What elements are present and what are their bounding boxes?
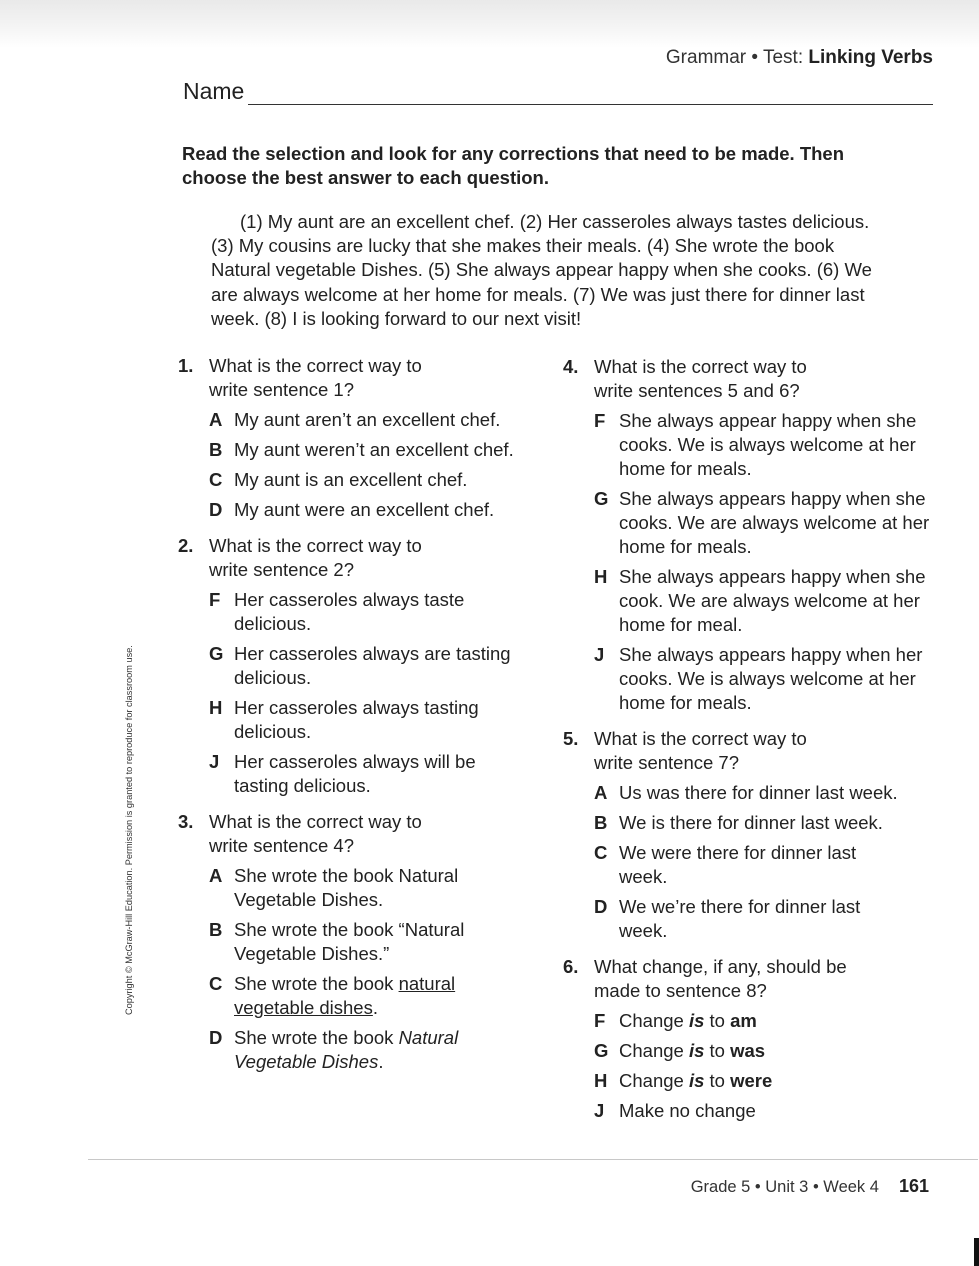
question-4 [563,355,938,403]
option-letter: F [594,410,606,431]
option-text-prefix: She wrote the book [234,973,399,994]
answer-option[interactable] [209,1026,558,1074]
option-text: My aunt aren’t an excellent chef. [234,409,501,430]
verb-target: am [730,1010,757,1031]
footer-divider [88,1159,978,1160]
verb-is: is [688,1070,705,1091]
option-text-mid: to [704,1040,731,1061]
option-letter: J [594,644,605,665]
option-text: We were there for dinner last week. [619,842,857,887]
question-1 [178,354,558,402]
answer-option[interactable] [594,1039,938,1063]
option-text-suffix: . [372,997,378,1018]
question-number: 4. [563,356,579,377]
question-text: What is the correct way to write sentence 1? [209,355,422,400]
scan-edge-mark [974,1238,979,1266]
answer-option[interactable] [209,750,558,798]
answer-option[interactable] [209,864,558,912]
option-letter: J [209,751,220,772]
option-text: She always appears happy when her cooks. We is always welcome at her home for meals. [619,644,923,713]
option-letter: G [209,643,224,664]
copyright-notice: Copyright © McGraw-Hill Education. Permission is granted to reproduce for classroom use. [124,645,134,1015]
option-text: Her casseroles always will be tasting delicious. [234,751,476,796]
option-text: Her casseroles always tasting delicious. [234,697,479,742]
option-letter: A [209,409,223,430]
option-text-mid: to [704,1070,731,1091]
question-2 [178,534,558,582]
answer-option[interactable] [594,811,938,835]
name-label: Name [183,78,245,104]
option-text-prefix: Change [619,1010,689,1031]
answer-option[interactable] [594,565,938,637]
verb-is: is [688,1010,705,1031]
option-text-suffix: . [378,1051,384,1072]
question-number: 6. [563,956,579,977]
option-letter: H [594,1070,608,1091]
question-number: 2. [178,535,194,556]
name-blank-line[interactable] [248,83,933,105]
answer-option[interactable] [594,1069,938,1093]
option-letter: F [594,1010,606,1031]
option-letter: C [209,973,223,994]
option-text: My aunt is an excellent chef. [234,469,468,490]
verb-is: is [688,1040,705,1061]
option-text [619,1039,938,1063]
option-text: We is there for dinner last week. [619,812,883,833]
question-text: What is the correct way to write sentences 5 and 6? [594,356,807,401]
option-letter: H [594,566,608,587]
answer-option[interactable] [209,468,558,492]
page-number: 161 [898,1176,929,1196]
passage-text: (1) My aunt are an excellent chef. (2) Her casseroles always tastes delicious. (3) My cousins are lucky that she makes their meals. (4) She wrote the book Natural vegetable Dishes. (5) She always appear happy when she cooks. (6) We are always welcome at her home for meals. (7) We was just there for dinner last week. (8) I is looking forward to our next visit! [211,211,872,329]
question-5 [563,727,938,775]
page-footer [691,1176,929,1197]
answer-option[interactable] [209,696,558,744]
verb-target: were [730,1070,773,1091]
option-letter: J [594,1100,605,1121]
option-text: She always appear happy when she cooks. We is always welcome at her home for meals. [619,410,917,479]
name-field [183,75,933,105]
verb-target: was [730,1040,766,1061]
option-text: Her casseroles always are tasting delicious. [234,643,511,688]
answer-option[interactable] [209,408,558,432]
question-text: What is the correct way to write sentence 2? [209,535,422,580]
question-text: What is the correct way to write sentence 4? [209,811,422,856]
italic-title: Natural Vegetable Dishes [234,1027,459,1072]
option-text: My aunt weren’t an excellent chef. [234,439,514,460]
underlined-title: natural vegetable dishes [234,973,456,1018]
option-text: My aunt were an excellent chef. [234,499,495,520]
option-letter: B [209,439,223,460]
option-letter: D [209,499,223,520]
question-3 [178,810,558,858]
option-letter: A [209,865,223,886]
scan-shading [0,0,979,48]
answer-option[interactable] [594,1099,938,1123]
question-text: What is the correct way to write sentence 7? [594,728,807,773]
answer-option[interactable] [594,643,938,715]
question-6 [563,955,938,1003]
answer-option[interactable] [594,895,938,943]
header-subject: Grammar • Test: [665,47,809,68]
option-text: She always appears happy when she cook. We are always welcome at her home for meal. [619,566,926,635]
header-topic: Linking Verbs [808,47,933,68]
option-text: Make no change [619,1100,756,1121]
page-header [666,47,933,69]
answer-option[interactable] [209,972,558,1020]
option-text: Her casseroles always taste delicious. [234,589,465,634]
option-letter: H [209,697,223,718]
option-letter: C [594,842,608,863]
question-number: 3. [178,811,194,832]
answer-option[interactable] [594,781,938,805]
option-text [619,1009,938,1033]
option-letter: C [209,469,223,490]
option-letter: F [209,589,221,610]
option-text [619,1069,938,1093]
question-text: What change, if any, should be made to sentence 8? [594,956,847,1001]
option-text: She wrote the book Natural Vegetable Dishes. [234,865,459,910]
option-letter: G [594,488,609,509]
questions-right-column [563,355,938,1129]
option-letter: A [594,782,608,803]
footer-course-info: Grade 5 • Unit 3 • Week 4 [690,1178,879,1196]
option-text [234,1026,558,1074]
option-letter: B [209,919,223,940]
option-text-prefix: She wrote the book [234,1027,399,1048]
option-text-mid: to [704,1010,731,1031]
answer-option[interactable] [209,438,558,462]
answer-option[interactable] [209,918,558,966]
answer-option[interactable] [594,487,938,559]
option-text-prefix: Change [619,1040,689,1061]
reading-passage [211,210,891,331]
option-text-prefix: Change [619,1070,689,1091]
option-letter: B [594,812,608,833]
option-text: She always appears happy when she cooks. We are always welcome at her home for meals. [619,488,930,557]
option-text: We we’re there for dinner last week. [619,896,861,941]
option-text: She wrote the book “Natural Vegetable Dishes.” [234,919,465,964]
answer-option[interactable] [209,642,558,690]
question-number: 1. [178,355,194,376]
answer-option[interactable] [594,841,938,889]
option-text [234,972,558,1020]
option-letter: D [594,896,608,917]
option-letter: D [209,1027,223,1048]
question-number: 5. [563,728,579,749]
questions-left-column [178,354,558,1080]
option-text: Us was there for dinner last week. [619,782,898,803]
answer-option[interactable] [209,588,558,636]
option-letter: G [594,1040,609,1061]
instructions: Read the selection and look for any corrections that need to be made. Then choose the best answer to each question. [182,143,845,188]
answer-option[interactable] [594,409,938,481]
answer-option[interactable] [209,498,558,522]
answer-option[interactable] [594,1009,938,1033]
